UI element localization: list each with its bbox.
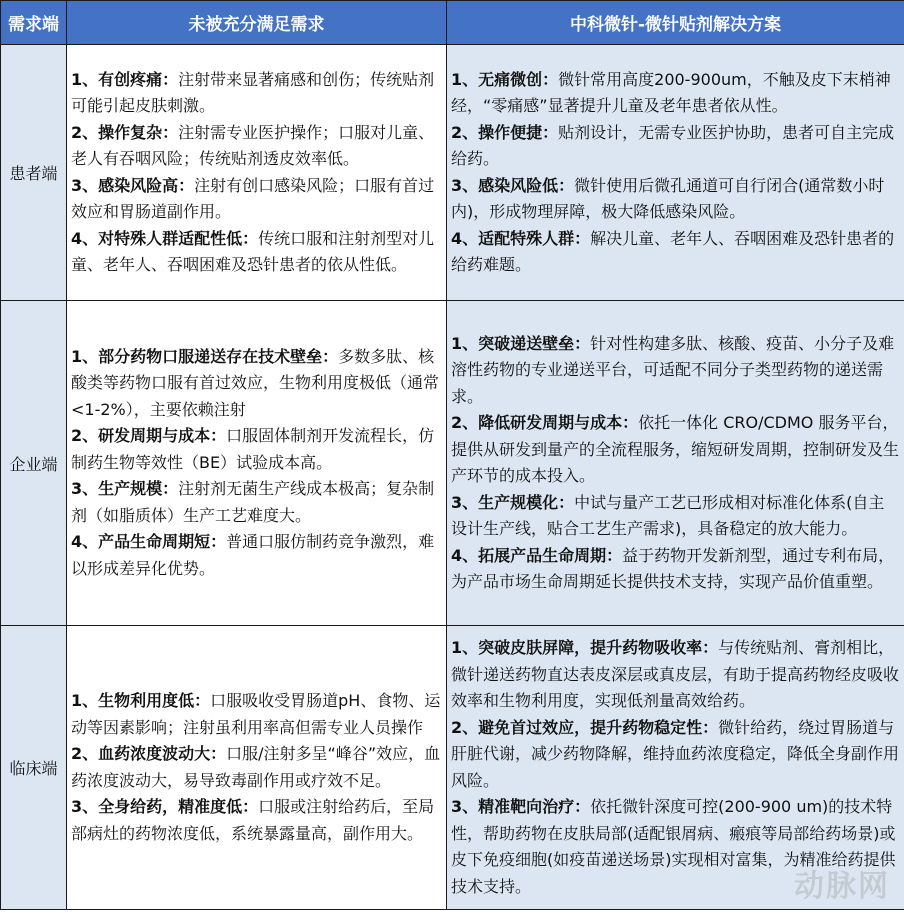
- item-title: 1、突破递送壁垒：: [451, 333, 591, 353]
- table-row: [1, 626, 904, 910]
- item-title: 4、产品生命周期短：: [71, 532, 227, 552]
- needs-cell: [67, 626, 447, 910]
- solutions-cell: [447, 301, 904, 626]
- need-item: [71, 67, 442, 120]
- solution-item: [451, 331, 900, 411]
- item-text: 注射需专业医护操作；口服对儿童、老人有吞咽风险；传统贴剂透皮效率低。: [71, 122, 435, 168]
- header-demand-side: 需求端: [1, 1, 67, 45]
- item-title: 4、拓展产品生命周期：: [451, 545, 623, 565]
- item-title: 1、生物利用度低：: [71, 691, 211, 710]
- needs-cell: [67, 45, 447, 301]
- solution-item: [451, 67, 900, 120]
- item-title: 1、无痛微创：: [451, 69, 559, 89]
- solution-item: [451, 715, 900, 795]
- need-item: [71, 794, 442, 847]
- item-text: 口服固体制剂开发流程长，仿制药生物等效性（BE）试验成本高。: [71, 426, 435, 472]
- need-item: [71, 423, 442, 476]
- item-text: 中试与量产工艺已形成相对标准化体系(自主设计生产线，贴合工艺生产需求)，具备稳定的放大能力。: [451, 492, 885, 538]
- item-text: 注射带来显著痛感和创伤；传统贴剂可能引起皮肤刺激。: [71, 69, 435, 115]
- item-text: 多数多肽、核酸类等药物口服有首过效应，生物利用度极低（通常<1-2%），主要依赖注射: [71, 346, 440, 419]
- row-label: 患者端: [1, 45, 67, 301]
- solution-item: [451, 635, 900, 715]
- need-item: [71, 741, 442, 794]
- item-text: 普通口服仿制药竞争激烈，难以形成差异化优势。: [71, 532, 435, 578]
- item-text: 益于药物开发新剂型，通过专利布局，为产品市场生命周期延长提供技术支持，实现产品价值重塑。: [451, 545, 895, 591]
- solution-item: [451, 410, 900, 490]
- item-title: 1、部分药物口服递送存在技术壁垒：: [71, 346, 339, 366]
- item-text: 解决儿童、老年人、吞咽困难及恐针患者的给药难题。: [451, 228, 895, 274]
- header-unmet-needs: 未被充分满足需求: [67, 1, 447, 45]
- item-text: 微针给药，绕过胃肠道与肝脏代谢，减少药物降解，维持血药浓度稳定，降低全身副作用风险。: [451, 717, 900, 790]
- need-item: [71, 529, 442, 582]
- item-text: 传统口服和注射剂型对儿童、老年人、吞咽困难及恐针患者的依从性低。: [71, 228, 435, 274]
- table-row: [1, 45, 904, 301]
- item-title: 3、生产规模：: [71, 479, 179, 499]
- need-item: [71, 120, 442, 173]
- item-text: 依托微针深度可控(200-900 um)的技术特性，帮助药物在皮肤局部(适配银屑病、瘢痕等局部给药场景)或皮下免疫细胞(如疫苗递送场景)实现相对富集，为精准给药提供技术支持。: [451, 797, 896, 896]
- item-title: 3、精准靶向治疗：: [451, 797, 591, 816]
- item-title: 4、适配特殊人群：: [451, 228, 591, 248]
- watermark-logo: 动脉网: [794, 869, 890, 904]
- row-label: 临床端: [1, 626, 67, 910]
- solution-item: [451, 226, 900, 279]
- solution-item: [451, 173, 900, 226]
- item-text: 注射有创口感染风险；口服有首过效应和胃肠道副作用。: [71, 175, 435, 221]
- item-title: 2、操作复杂：: [71, 122, 179, 142]
- item-title: 4、对特殊人群适配性低：: [71, 228, 259, 248]
- item-text: 口服吸收受胃肠道pH、食物、运动等因素影响；注射虽利用率高但需专业人员操作: [71, 691, 441, 737]
- item-title: 3、全身给药，精准度低：: [71, 797, 259, 816]
- needs-cell: [67, 301, 447, 626]
- item-title: 1、有创疼痛：: [71, 69, 179, 89]
- item-text: 口服/注射多呈“峰谷”效应，血药浓度波动大，易导致毒副作用或疗效不足。: [71, 744, 441, 790]
- table-row: [1, 301, 904, 626]
- item-text: 微针使用后微孔通道可自行闭合(通常数小时内)，形成物理屏障，极大降低感染风险。: [451, 175, 885, 221]
- header-solution: 中科微针-微针贴剂解决方案: [447, 1, 904, 45]
- item-text: 贴剂设计，无需专业医护协助，患者可自主完成给药。: [451, 122, 895, 168]
- row-label: 企业端: [1, 301, 67, 626]
- item-title: 2、血药浓度波动大：: [71, 744, 227, 763]
- solution-item: [451, 490, 900, 543]
- item-title: 2、操作便捷：: [451, 122, 559, 142]
- solution-item: [451, 543, 900, 596]
- item-text: 依托一体化 CRO/CDMO 服务平台，提供从研发到量产的全流程服务，缩短研发周期，控制研发及生产环节的成本投入。: [451, 413, 900, 485]
- item-text: 与传统贴剂、膏剂相比，微针递送药物直达表皮深层或真皮层，有助于提高药物经皮吸收效率和生物利用度，实现低剂量高效给药。: [451, 638, 900, 710]
- item-title: 1、突破皮肤屏障，提升药物吸收率：: [451, 638, 719, 657]
- item-text: 口服或注射给药后，至局部病灶的药物浓度低，系统暴露量高，副作用大。: [71, 797, 435, 843]
- need-item: [71, 688, 442, 741]
- need-item: [71, 476, 442, 529]
- need-item: [71, 344, 442, 424]
- item-title: 2、避免首过效应，提升药物稳定性：: [451, 717, 719, 737]
- solution-item: [451, 120, 900, 173]
- item-title: 2、降低研发周期与成本：: [451, 413, 639, 432]
- need-item: [71, 226, 442, 279]
- need-item: [71, 173, 442, 226]
- item-text: 针对性构建多肽、核酸、疫苗、小分子及难溶性药物的专业递送平台，可适配不同分子类型药物的递送需求。: [451, 333, 895, 406]
- item-title: 3、感染风险低：: [451, 175, 575, 195]
- item-text: 注射剂无菌生产线成本极高；复杂制剂（如脂质体）生产工艺难度大。: [71, 479, 435, 525]
- solutions-cell: [447, 45, 904, 301]
- header-row: [1, 1, 904, 45]
- item-title: 3、生产规模化：: [451, 492, 575, 512]
- item-title: 2、研发周期与成本：: [71, 426, 227, 446]
- item-title: 3、感染风险高：: [71, 175, 195, 195]
- item-text: 微针常用高度200-900um，不触及皮下末梢神经，“零痛感”显著提升儿童及老年患者依从性。: [451, 69, 891, 115]
